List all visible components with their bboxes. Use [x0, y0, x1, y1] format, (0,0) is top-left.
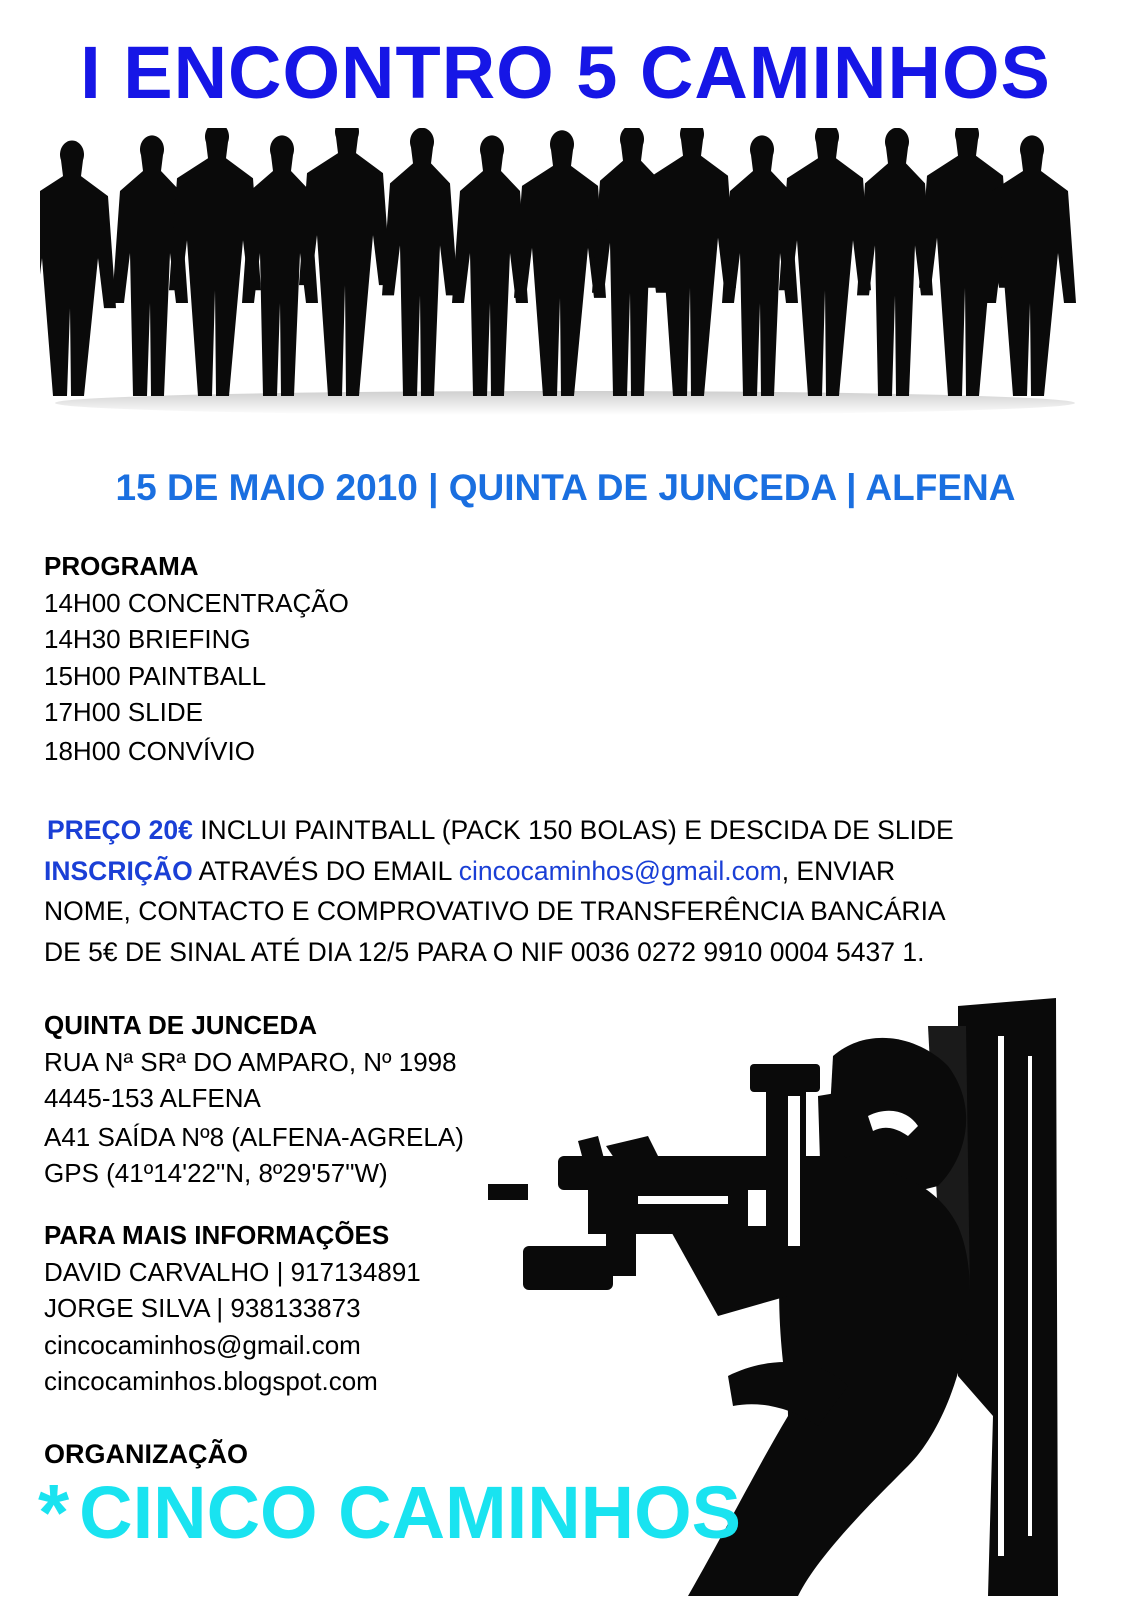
location-heading: QUINTA DE JUNCEDA [44, 1010, 318, 1040]
price-registration-section [44, 810, 954, 972]
program-heading: PROGRAMA [44, 551, 199, 581]
person-silhouette [514, 130, 606, 396]
person-silhouette [644, 128, 736, 396]
info-section [44, 1217, 421, 1400]
person-silhouette [299, 128, 391, 396]
program-item: 18H00 CONVÍVIO [44, 735, 255, 766]
program-item: 17H00 SLIDE [44, 697, 203, 727]
crowd-silhouette-image [40, 128, 1090, 418]
location-line: GPS (41º14'22"N, 8º29'57"W) [44, 1158, 388, 1188]
registration-text: ATRAVÉS DO EMAIL [192, 855, 459, 886]
person-silhouette [779, 128, 871, 396]
location-line: A41 SAÍDA Nº8 (ALFENA-AGRELA) [44, 1121, 464, 1152]
event-dateline: 15 DE MAIO 2010 | QUINTA DE JUNCEDA | ALFENA [115, 467, 1016, 508]
price-text: INCLUI PAINTBALL (PACK 150 BOLAS) E DESCIDA DE SLIDE [192, 815, 954, 845]
asterisk-icon: * [38, 1468, 70, 1557]
price-label: PREÇO 20€ [47, 815, 193, 845]
person-silhouette [40, 141, 116, 396]
program-section [44, 548, 349, 769]
organization-name [38, 1468, 741, 1558]
poster-title: I ENCONTRO 5 CAMINHOS [80, 31, 1051, 114]
info-heading: PARA MAIS INFORMAÇÕES [44, 1220, 390, 1250]
person-silhouette [382, 128, 458, 396]
registration-line [44, 851, 954, 892]
location-line: RUA Nª SRª DO AMPARO, Nº 1998 [44, 1046, 457, 1077]
registration-label: INSCRIÇÃO [44, 855, 193, 886]
info-email-link[interactable]: cincocaminhos@gmail.com [44, 1329, 361, 1360]
organization-label: ORGANIZAÇÃO [44, 1439, 248, 1469]
program-item: 15H00 PAINTBALL [44, 660, 267, 691]
location-line: 4445-153 ALFENA [44, 1083, 261, 1113]
info-contact: JORGE SILVA | 938133873 [44, 1293, 361, 1323]
program-item: 14H30 BRIEFING [44, 624, 251, 654]
registration-text-after: , ENVIAR [781, 855, 896, 886]
location-section [44, 1007, 464, 1192]
info-blog-link[interactable]: cincocaminhos.blogspot.com [44, 1366, 378, 1396]
program-item: 14H00 CONCENTRAÇÃO [44, 587, 349, 618]
organization-name-text: CINCO CAMINHOS [79, 1471, 742, 1554]
registration-email-link[interactable]: cincocaminhos@gmail.com [458, 855, 782, 886]
price-line [44, 810, 954, 851]
registration-line-3: DE 5€ DE SINAL ATÉ DIA 12/5 PARA O NIF 0036 0272 9910 0004 5437 1. [44, 936, 925, 967]
info-contact: DAVID CARVALHO | 917134891 [44, 1256, 421, 1287]
registration-line-2: NOME, CONTACTO E COMPROVATIVO DE TRANSFERÊNCIA BANCÁRIA [44, 896, 946, 926]
